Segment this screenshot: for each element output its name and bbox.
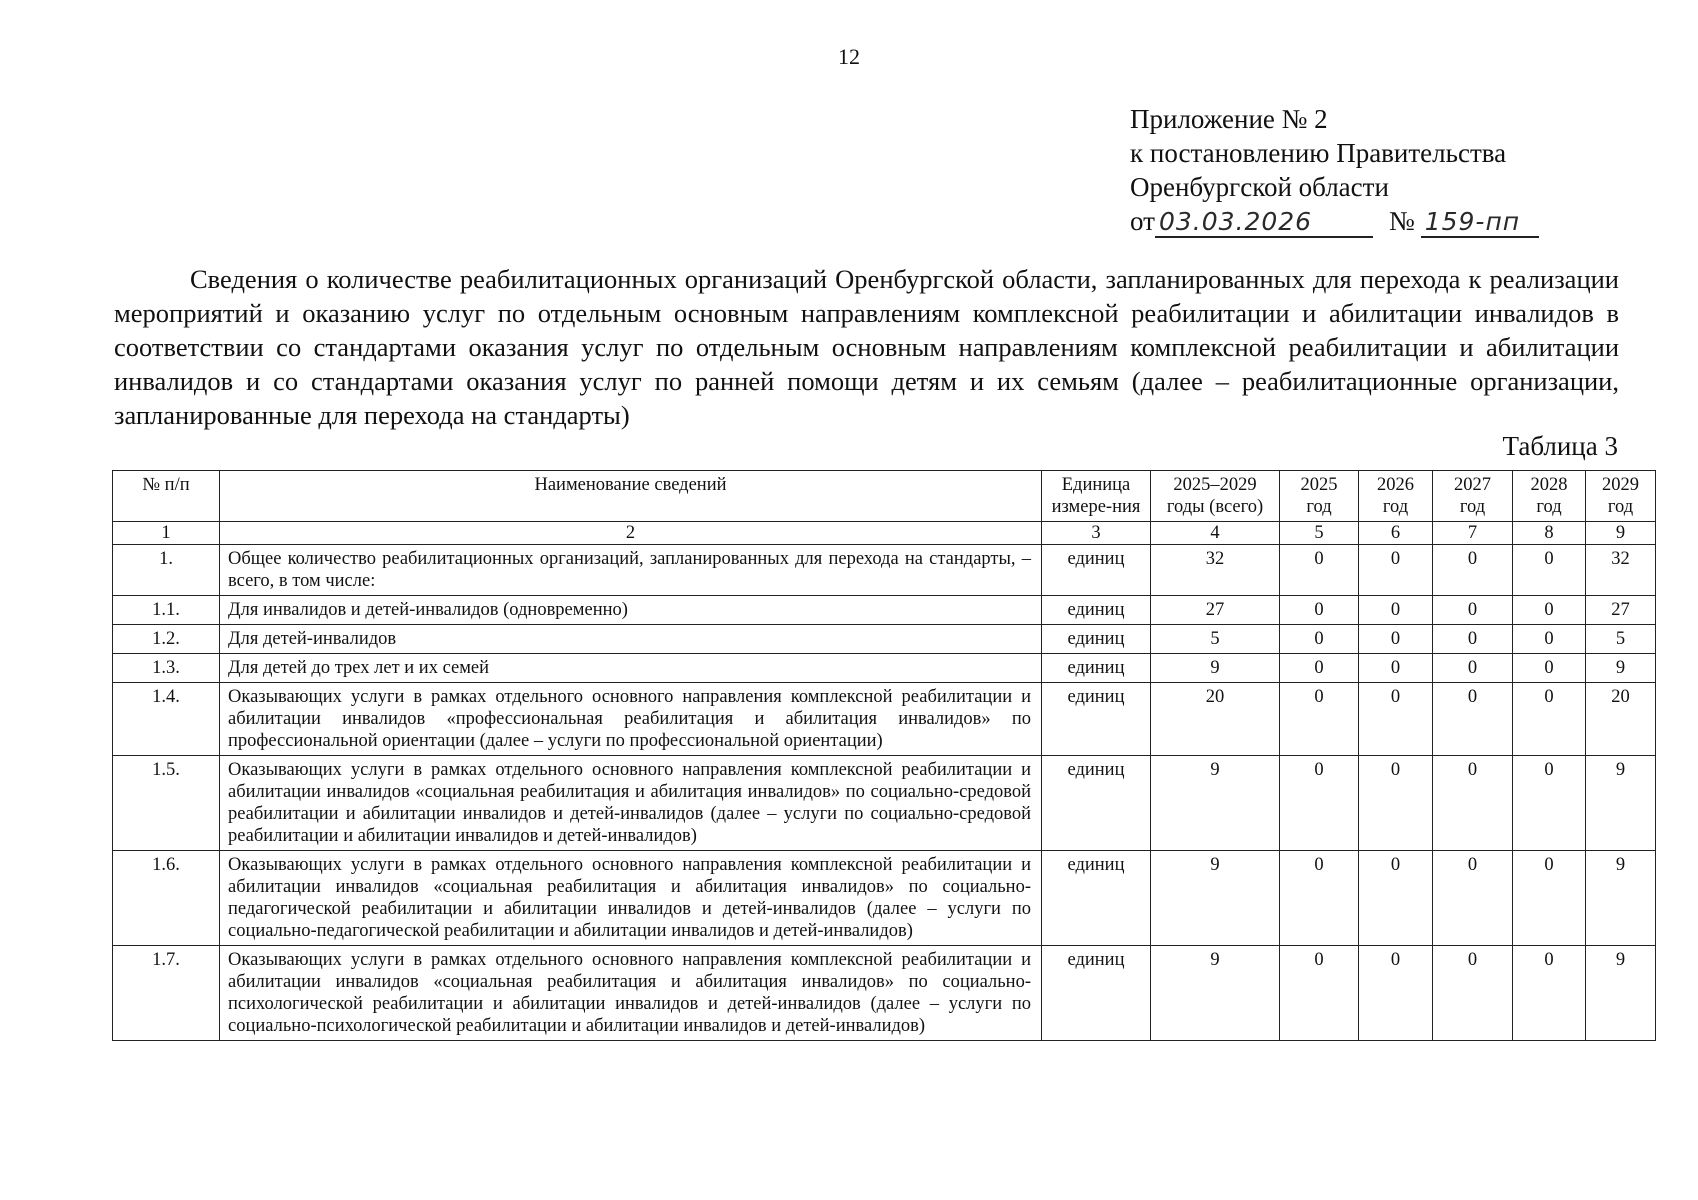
row-2026-cell: 0: [1359, 625, 1433, 654]
column-number-cell: 2: [220, 522, 1042, 545]
row-name-cell: Оказывающих услуги в рамках отдельного основного направления комплексной реабилитации и абилитации инвалидов «социальная реабилитация и абилитация инвалидов» по социально-педагогической реабилитации и абилитации инвалидов и детей-инвалидов (далее – услуги по социально-педагогической реабилитации и абилитации инвалидов и детей-инвалидов): [220, 851, 1042, 946]
row-num-cell: 1.6.: [113, 851, 220, 946]
header-2026: 2026 год: [1359, 471, 1433, 522]
row-2027-cell: 0: [1433, 545, 1513, 596]
row-total-cell: 5: [1151, 625, 1280, 654]
row-name-cell: Для инвалидов и детей-инвалидов (одновременно): [220, 596, 1042, 625]
row-unit-cell: единиц: [1042, 683, 1151, 756]
header-unit: Единица измере-ния: [1042, 471, 1151, 522]
row-num-cell: 1.2.: [113, 625, 220, 654]
row-2029-cell: 9: [1586, 756, 1656, 851]
row-total-cell: 20: [1151, 683, 1280, 756]
column-number-cell: 8: [1513, 522, 1586, 545]
appendix-line-region: Оренбургской области: [1130, 172, 1389, 202]
row-2028-cell: 0: [1513, 756, 1586, 851]
row-2028-cell: 0: [1513, 946, 1586, 1041]
row-unit-cell: единиц: [1042, 625, 1151, 654]
row-2027-cell: 0: [1433, 596, 1513, 625]
row-unit-cell: единиц: [1042, 654, 1151, 683]
column-number-cell: 5: [1280, 522, 1359, 545]
from-label: от: [1130, 206, 1155, 236]
column-number-row: [113, 522, 1656, 545]
row-2028-cell: 0: [1513, 596, 1586, 625]
handwritten-number: 159-пп: [1421, 208, 1539, 238]
row-2025-cell: 0: [1280, 654, 1359, 683]
row-num-cell: 1.4.: [113, 683, 220, 756]
header-2029: 2029 год: [1586, 471, 1656, 522]
row-2028-cell: 0: [1513, 654, 1586, 683]
header-2027: 2027 год: [1433, 471, 1513, 522]
page-number: 12: [838, 44, 860, 69]
column-number-cell: 4: [1151, 522, 1280, 545]
row-2027-cell: 0: [1433, 756, 1513, 851]
row-2027-cell: 0: [1433, 625, 1513, 654]
column-number-cell: 6: [1359, 522, 1433, 545]
appendix-date-number-row: [1130, 204, 1539, 238]
row-name-cell: Для детей до трех лет и их семей: [220, 654, 1042, 683]
row-total-cell: 27: [1151, 596, 1280, 625]
row-unit-cell: единиц: [1042, 851, 1151, 946]
row-total-cell: 32: [1151, 545, 1280, 596]
column-number-cell: 9: [1586, 522, 1656, 545]
row-total-cell: 9: [1151, 756, 1280, 851]
data-table: [112, 470, 1656, 1041]
header-total: 2025–2029 годы (всего): [1151, 471, 1280, 522]
row-2026-cell: 0: [1359, 545, 1433, 596]
row-2026-cell: 0: [1359, 596, 1433, 625]
row-2028-cell: 0: [1513, 851, 1586, 946]
row-2025-cell: 0: [1280, 946, 1359, 1041]
row-name-cell: Для детей-инвалидов: [220, 625, 1042, 654]
row-2025-cell: 0: [1280, 596, 1359, 625]
row-num-cell: 1.3.: [113, 654, 220, 683]
row-2025-cell: 0: [1280, 851, 1359, 946]
column-number-cell: 3: [1042, 522, 1151, 545]
row-total-cell: 9: [1151, 654, 1280, 683]
row-2029-cell: 9: [1586, 851, 1656, 946]
table-caption: Таблица 3: [1502, 431, 1618, 461]
row-2025-cell: 0: [1280, 756, 1359, 851]
row-2029-cell: 20: [1586, 683, 1656, 756]
row-2026-cell: 0: [1359, 851, 1433, 946]
row-2027-cell: 0: [1433, 946, 1513, 1041]
table-row: [113, 545, 1656, 596]
handwritten-date: 03.03.2026: [1155, 208, 1373, 238]
row-2027-cell: 0: [1433, 683, 1513, 756]
number-sign: №: [1388, 206, 1415, 236]
table-row: [113, 946, 1656, 1041]
row-2027-cell: 0: [1433, 851, 1513, 946]
row-unit-cell: единиц: [1042, 545, 1151, 596]
row-2025-cell: 0: [1280, 545, 1359, 596]
table-row: [113, 683, 1656, 756]
row-total-cell: 9: [1151, 851, 1280, 946]
row-unit-cell: единиц: [1042, 596, 1151, 625]
row-num-cell: 1.1.: [113, 596, 220, 625]
row-2026-cell: 0: [1359, 683, 1433, 756]
row-name-cell: Оказывающих услуги в рамках отдельного основного направления комплексной реабилитации и абилитации инвалидов «профессиональная реабилитация и абилитация инвалидов» по профессиональной ориентации (далее – услуги по профессиональной ориентации): [220, 683, 1042, 756]
intro-paragraph: Сведения о количестве реабилитационных организаций Оренбургской области, запланированных для перехода к реализации мероприятий и оказанию услуг по отдельным основным направлениям комплексной реабилитации и абилитации инвалидов в соответствии со стандартами оказания услуг по отдельным основным направлениям комплексной реабилитации и абилитации инвалидов и со стандартами оказания услуг по ранней помощи детям и их семьям (далее – реабилитационные организации, запланированные для перехода на стандарты): [114, 264, 1619, 430]
row-2027-cell: 0: [1433, 654, 1513, 683]
row-unit-cell: единиц: [1042, 946, 1151, 1041]
column-number-cell: 7: [1433, 522, 1513, 545]
row-2028-cell: 0: [1513, 545, 1586, 596]
row-name-cell: Оказывающих услуги в рамках отдельного основного направления комплексной реабилитации и абилитации инвалидов «социальная реабилитация и абилитация инвалидов» по социально-средовой реабилитации и абилитации инвалидов и детей-инвалидов (далее – услуги по социально-средовой реабилитации и абилитации инвалидов и детей-инвалидов): [220, 756, 1042, 851]
row-2029-cell: 5: [1586, 625, 1656, 654]
row-2025-cell: 0: [1280, 683, 1359, 756]
row-num-cell: 1.: [113, 545, 220, 596]
row-2025-cell: 0: [1280, 625, 1359, 654]
row-2029-cell: 32: [1586, 545, 1656, 596]
row-name-cell: Общее количество реабилитационных организаций, запланированных для перехода на стандарты, – всего, в том числе:: [220, 545, 1042, 596]
table-row: [113, 625, 1656, 654]
header-num: № п/п: [113, 471, 220, 522]
row-num-cell: 1.5.: [113, 756, 220, 851]
row-2026-cell: 0: [1359, 654, 1433, 683]
row-num-cell: 1.7.: [113, 946, 220, 1041]
appendix-block: [1130, 102, 1539, 238]
table-body: [113, 522, 1656, 1041]
header-name: Наименование сведений: [220, 471, 1042, 522]
table-header-row: [113, 471, 1656, 522]
row-2028-cell: 0: [1513, 683, 1586, 756]
appendix-line-resolution: к постановлению Правительства: [1130, 138, 1507, 168]
row-2029-cell: 9: [1586, 654, 1656, 683]
row-2028-cell: 0: [1513, 625, 1586, 654]
table-row: [113, 654, 1656, 683]
header-2025: 2025 год: [1280, 471, 1359, 522]
header-2028: 2028 год: [1513, 471, 1586, 522]
row-2029-cell: 27: [1586, 596, 1656, 625]
table-row: [113, 596, 1656, 625]
row-unit-cell: единиц: [1042, 756, 1151, 851]
row-total-cell: 9: [1151, 946, 1280, 1041]
table-row: [113, 851, 1656, 946]
appendix-title: Приложение № 2: [1130, 104, 1328, 134]
row-2026-cell: 0: [1359, 756, 1433, 851]
table-row: [113, 756, 1656, 851]
column-number-cell: 1: [113, 522, 220, 545]
row-2026-cell: 0: [1359, 946, 1433, 1041]
row-2029-cell: 9: [1586, 946, 1656, 1041]
row-name-cell: Оказывающих услуги в рамках отдельного основного направления комплексной реабилитации и абилитации инвалидов «социальная реабилитация и абилитация инвалидов» по социально-психологической реабилитации и абилитации инвалидов и детей-инвалидов (далее – услуги по социально-психологической реабилитации и абилитации инвалидов и детей-инвалидов): [220, 946, 1042, 1041]
